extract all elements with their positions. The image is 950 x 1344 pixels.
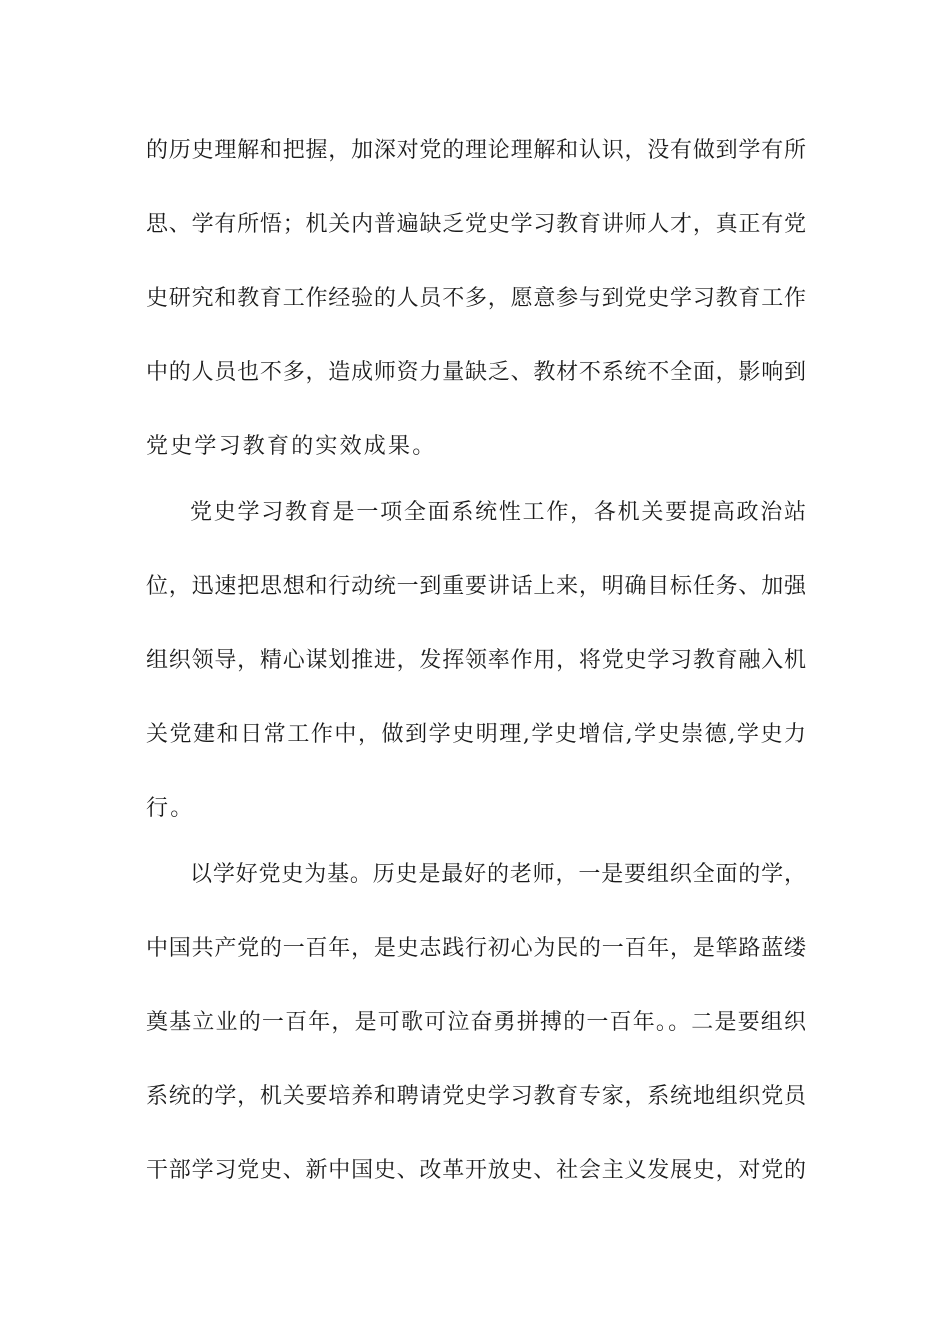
- paragraph-2-line-1: 党史学习教育是一项全面系统性工作，各机关要提高政治站: [190, 500, 806, 525]
- paragraph-2-line-3: 组织领导，精心谋划推进，发挥领率作用，将党史学习教育融入机: [146, 648, 806, 673]
- paragraph-3-line-1: 以学好党史为基。历史是最好的老师，一是要组织全面的学，: [190, 862, 806, 887]
- paragraph-1-line-2: 思、学有所悟；机关内普遍缺乏党史学习教育讲师人才，真正有党: [146, 212, 806, 237]
- paragraph-3-line-2: 中国共产党的一百年，是史志践行初心为民的一百年，是筚路蓝缕: [146, 936, 806, 961]
- paragraph-3-line-4: 系统的学，机关要培养和聘请党史学习教育专家，系统地组织党员: [146, 1084, 806, 1109]
- paragraph-2-line-5: 行。: [146, 796, 195, 821]
- paragraph-1-line-1: 的历史理解和把握，加深对党的理论理解和认识，没有做到学有所: [146, 138, 806, 163]
- paragraph-1-line-4: 中的人员也不多，造成师资力量缺乏、教材不系统不全面，影响到: [146, 360, 806, 385]
- paragraph-2-line-4: 关党建和日常工作中，做到学史明理,学史增信,学史崇德,学史力: [146, 722, 806, 747]
- paragraph-2-line-2: 位，迅速把思想和行动统一到重要讲话上来，明确目标任务、加强: [146, 574, 806, 599]
- paragraph-3-line-5: 干部学习党史、新中国史、改革开放史、社会主义发展史，对党的: [146, 1158, 806, 1183]
- paragraph-3-line-3: 奠基立业的一百年，是可歌可泣奋勇拼搏的一百年。。二是要组织: [146, 1010, 806, 1035]
- paragraph-1-line-5: 党史学习教育的实效成果。: [146, 434, 437, 459]
- paragraph-1-line-3: 史研究和教育工作经验的人员不多，愿意参与到党史学习教育工作: [146, 286, 806, 311]
